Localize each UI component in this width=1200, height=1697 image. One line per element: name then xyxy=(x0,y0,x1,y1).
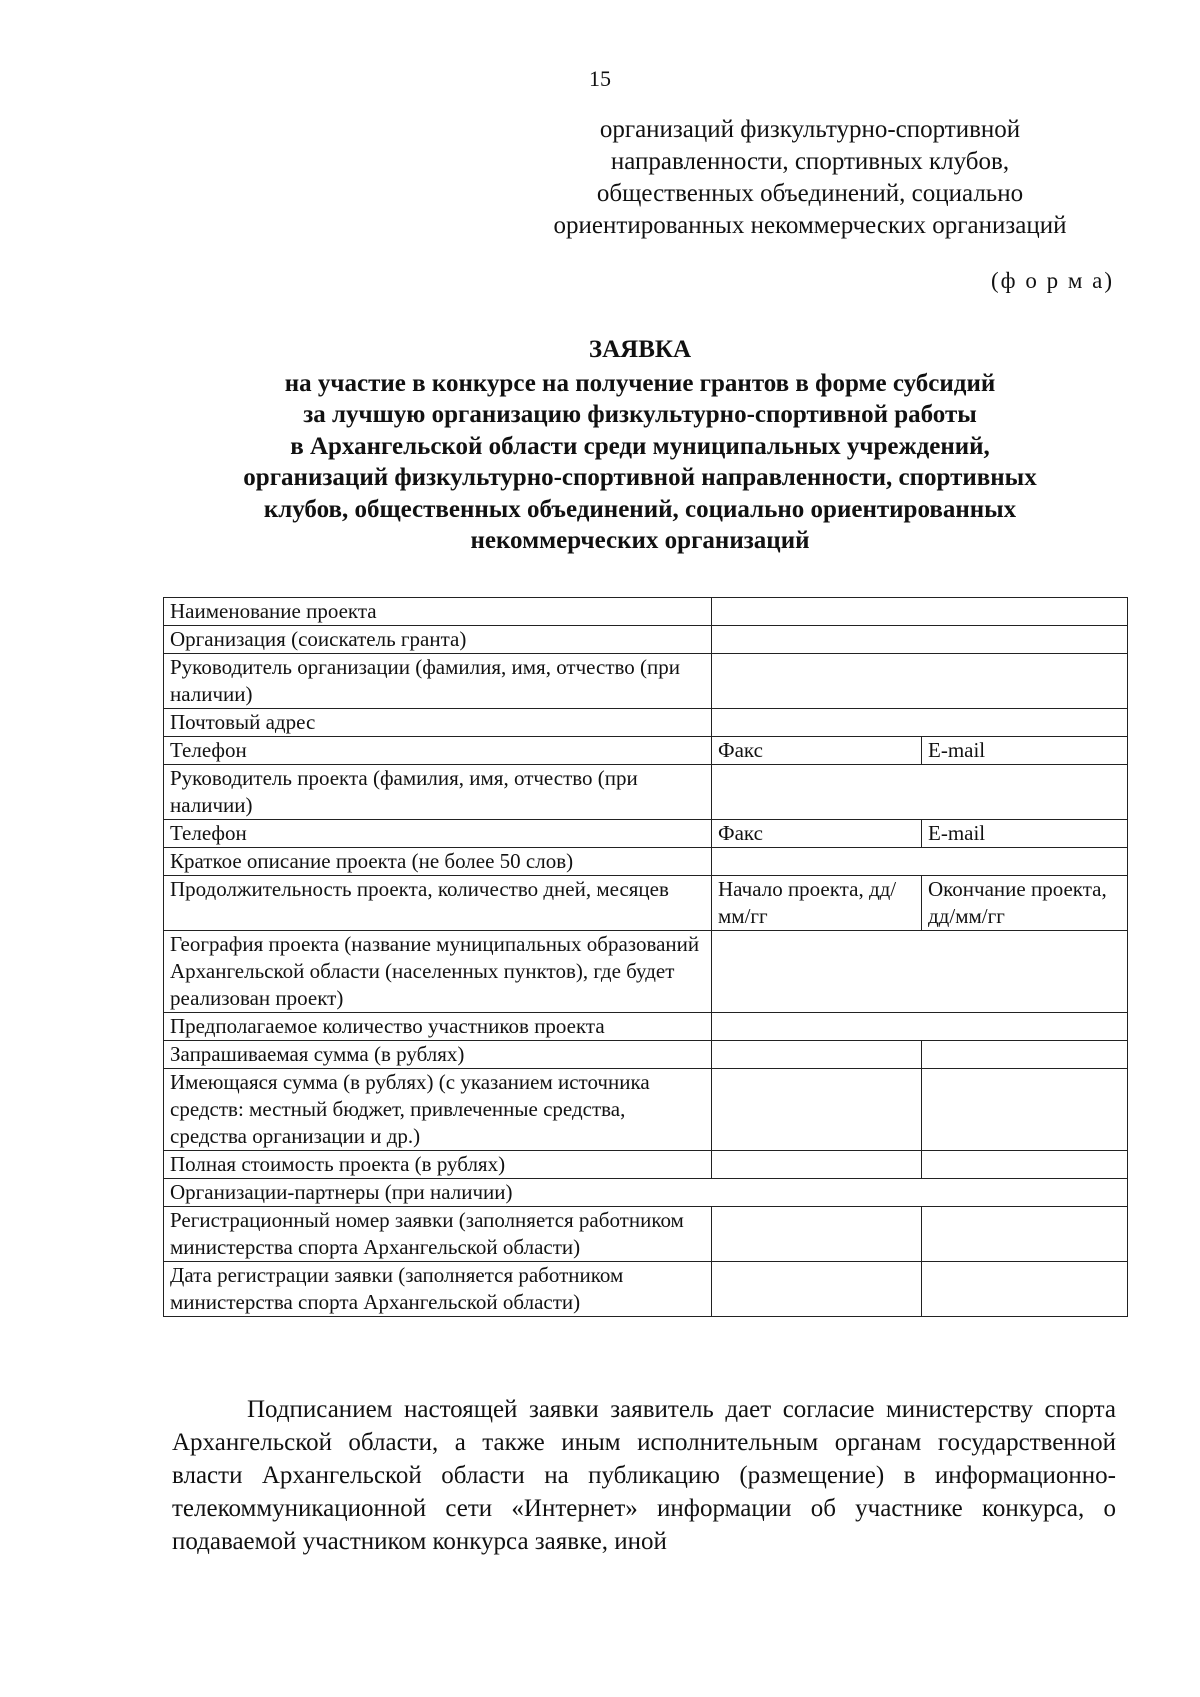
value-cell[interactable] xyxy=(712,626,1128,654)
document-title xyxy=(140,334,1140,557)
row-label: Телефон xyxy=(164,820,712,848)
row-label: Дата регистрации заявки (заполняется работником министерства спорта Архангельской области) xyxy=(164,1262,712,1317)
value-cell[interactable] xyxy=(712,765,1128,820)
fax-cell[interactable]: Факс xyxy=(712,820,922,848)
value-cell[interactable] xyxy=(712,1262,922,1317)
row-label: Наименование проекта xyxy=(164,598,712,626)
start-date-cell[interactable]: Начало проекта, дд/мм/гг xyxy=(712,876,922,931)
row-label: Имеющаяся сумма (в рублях) (с указанием источника средств: местный бюджет, привлеченные средства, средства организации и др.) xyxy=(164,1069,712,1151)
table-row xyxy=(164,931,1128,1013)
table-row xyxy=(164,765,1128,820)
value-cell[interactable] xyxy=(922,1207,1128,1262)
table-row xyxy=(164,820,1128,848)
value-cell[interactable] xyxy=(712,709,1128,737)
addressee-line: ориентированных некоммерческих организаций xyxy=(553,212,1067,239)
title-line: на участие в конкурсе на получение грантов в форме субсидий xyxy=(284,369,996,397)
title-heading: ЗАЯВКА xyxy=(588,336,692,363)
title-line: за лучшую организацию физкультурно-спортивной работы xyxy=(303,401,977,428)
table-row xyxy=(164,1179,1128,1207)
table-row xyxy=(164,626,1128,654)
addressee-line: направленности, спортивных клубов, xyxy=(610,148,1010,175)
fax-cell[interactable]: Факс xyxy=(712,737,922,765)
table-row xyxy=(164,848,1128,876)
value-cell[interactable] xyxy=(922,1041,1128,1069)
row-label: География проекта (название муниципальных образований Архангельской области (населенных пунктов), где будет реализован проект) xyxy=(164,931,712,1013)
row-label: Руководитель проекта (фамилия, имя, отчество (при наличии) xyxy=(164,765,712,820)
title-line: некоммерческих организаций xyxy=(470,527,810,554)
value-cell[interactable] xyxy=(712,598,1128,626)
row-label: Продолжительность проекта, количество дней, месяцев xyxy=(164,876,712,931)
row-label: Почтовый адрес xyxy=(164,709,712,737)
row-label: Организация (соискатель гранта) xyxy=(164,626,712,654)
form-label: (ф о р м а) xyxy=(991,268,1114,293)
row-label: Организации-партнеры (при наличии) xyxy=(164,1179,1128,1207)
row-label: Запрашиваемая сумма (в рублях) xyxy=(164,1041,712,1069)
value-cell[interactable] xyxy=(922,1151,1128,1179)
row-label: Телефон xyxy=(164,737,712,765)
table-row xyxy=(164,654,1128,709)
table-row xyxy=(164,1207,1128,1262)
end-date-cell[interactable]: Окончание проекта, дд/мм/гг xyxy=(922,876,1128,931)
value-cell[interactable] xyxy=(712,1041,922,1069)
value-cell[interactable] xyxy=(712,1013,1128,1041)
table-row xyxy=(164,1041,1128,1069)
page-number: 15 xyxy=(589,66,611,91)
title-line: организаций физкультурно-спортивной направленности, спортивных xyxy=(243,464,1037,491)
table-row xyxy=(164,737,1128,765)
row-label: Краткое описание проекта (не более 50 слов) xyxy=(164,848,712,876)
value-cell[interactable] xyxy=(922,1262,1128,1317)
addressee-block xyxy=(520,114,1100,242)
row-label: Регистрационный номер заявки (заполняется работником министерства спорта Архангельской области) xyxy=(164,1207,712,1262)
value-cell[interactable] xyxy=(712,1069,922,1151)
value-cell[interactable] xyxy=(712,1151,922,1179)
title-line: клубов, общественных объединений, социально ориентированных xyxy=(263,495,1017,523)
table-row xyxy=(164,598,1128,626)
email-cell[interactable]: E-mail xyxy=(922,737,1128,765)
value-cell[interactable] xyxy=(712,848,1128,876)
table-row xyxy=(164,876,1128,931)
title-line: в Архангельской области среди муниципальных учреждений, xyxy=(290,432,990,460)
table-row xyxy=(164,1069,1128,1151)
value-cell[interactable] xyxy=(712,1207,922,1262)
row-label: Полная стоимость проекта (в рублях) xyxy=(164,1151,712,1179)
row-label: Предполагаемое количество участников проекта xyxy=(164,1013,712,1041)
application-form-table xyxy=(163,597,1128,1317)
email-cell[interactable]: E-mail xyxy=(922,820,1128,848)
value-cell[interactable] xyxy=(712,654,1128,709)
consent-paragraph: Подписанием настоящей заявки заявитель дает согласие министерству спорта Архангельской области, а также иным исполнительным органам государственной власти Архангельской области на публикацию (размещение) в информационно-телекоммуникационной сети «Интернет» информации об участнике конкурса, о подаваемой участником конкурса заявке, иной xyxy=(172,1396,1116,1555)
addressee-line: общественных объединений, социально xyxy=(596,180,1024,207)
row-label: Руководитель организации (фамилия, имя, отчество (при наличии) xyxy=(164,654,712,709)
table-row xyxy=(164,709,1128,737)
addressee-line: организаций физкультурно-спортивной xyxy=(599,116,1021,143)
value-cell[interactable] xyxy=(712,931,1128,1013)
table-row xyxy=(164,1151,1128,1179)
table-row xyxy=(164,1013,1128,1041)
value-cell[interactable] xyxy=(922,1069,1128,1151)
table-row xyxy=(164,1262,1128,1317)
